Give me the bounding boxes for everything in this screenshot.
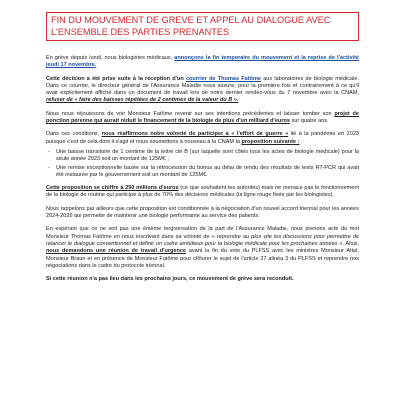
document-body bbox=[46, 55, 359, 289]
list-item: - Une remise exceptionnelle basée sur la rétrocession du bonus au délai de rendu des résultats de tests RT-PCR qui avait été instaurée par le gouvernement soit un montant de 125M€. bbox=[56, 165, 359, 180]
page-title: FIN DU MOUVEMENT DE GREVE ET APPEL AU DIALOGUE AVEC L'ENSEMBLE DES PARTIES PRENANTES bbox=[51, 15, 331, 37]
p3-end: sur quatre ans. bbox=[289, 118, 329, 125]
p5-highlight: Cette proposition se chiffre à 250 millions d'euros bbox=[46, 185, 179, 192]
p2-text: aux laboratoires de biologie médicale. Dans ce courrier, le directeur général de l'Assurance Maladie nous assure, pour la première fois et contrairement à ce qu'il avait explicitement affiché dans un document de travail lors de notre dernier rendez-vous du 7 novembre avec la CNAM, bbox=[46, 75, 360, 97]
p7-text: En espérant que ce ne soit pas une énième tergiversation de la part de l'Assurance Maladie, nous prenons acte du mot Monsieur Thomas Fatôme en nous inscrivant dans sa volonté de « bbox=[46, 226, 359, 240]
p1-highlight: annonçons la fin temporaire du mouvement et la reprise de l'activité jeudi 17 novembre. bbox=[46, 55, 360, 69]
p4-proposal: proposition suivante : bbox=[241, 138, 300, 145]
p5-text: (ce que souhaitent les autorités) mais ne menace pas le fonctionnement de la biologie de routine qui participe à plus de 70% des décisions médicales (la ligne rouge fixée par les biologistes). bbox=[46, 185, 359, 199]
p4-highlight: nous réaffirmons notre volonté de participer à « l'effort de guerre » bbox=[101, 131, 289, 138]
p7-mid: ». Ainsi, bbox=[337, 240, 359, 247]
paragraph-3 bbox=[46, 111, 359, 126]
paragraph-8: Si cette réunion n'a pas lieu dans les prochains jours, ce mouvement de grève sera reconduit. bbox=[46, 276, 294, 283]
paragraph-5 bbox=[46, 185, 359, 200]
p1-text: En grève depuis lundi, nous biologistes médicaux, bbox=[46, 55, 175, 61]
p4-mid: lié à la pandémie en 2023 puisque c'est de cela dont il s'agit et nous soumettons à nouveau à la CNAM la bbox=[46, 131, 359, 145]
p3-text: Nous nous réjouissons de voir Monsieur Fatôme revenir sur ses intentions précédentes et laisser tomber son bbox=[46, 110, 335, 117]
paragraph-6: Nous rappelons par ailleurs que cette proposition est conditionnée à la négociation d'un nouvel accord triennal pour les années 2024-2026 qui permette de maintenir une biologie performante au service des patients. bbox=[46, 205, 359, 220]
p3-highlight: projet de ponction pérenne qui aurait réduit le financement de la biologie de plus d'un milliard d'euros bbox=[46, 110, 359, 125]
p2-lead: Cette décision a été prise suite à la réception d'un bbox=[46, 75, 186, 82]
title-box bbox=[46, 12, 359, 41]
paragraph-2 bbox=[46, 76, 359, 105]
p7-highlight: nous demandons une réunion de travail d'urgence bbox=[46, 248, 187, 255]
proposal-list bbox=[46, 149, 359, 179]
list-item: - Une baisse transitoire de 1 centime de la lettre clé B (sur laquelle sont côtés tous les actes de biologie médicale) pour la seule année 2023 soit un montant de 125M€ ; bbox=[56, 149, 359, 164]
p2-courrier: courrier de Thomas Fatôme bbox=[185, 75, 261, 82]
paragraph-7 bbox=[46, 226, 359, 270]
p2-quote: refuser de « faire des baisses répétées de 2 centimes de la valeur du B ». bbox=[46, 97, 239, 104]
p7-quote: reprendre au plus vite les discussions pour permettre de relancer le dialogue conventionnel et définir un cadre ambitieux pour la biologie médicale pour les prochaines années bbox=[46, 233, 359, 247]
p7-end: avant la fin du vote du PLFSS avec les ministres Monsieur Attal, Monsieur Braun et en présence de Monsieur Fatôme pour clôturer le sujet de l'article 27 alinéa 3 du PLFSS et reprendre nos négociations dans le cadre du protocole triennal. bbox=[46, 248, 359, 269]
p4-text: Dans ces conditions, bbox=[46, 131, 102, 138]
paragraph-1 bbox=[46, 55, 359, 70]
paragraph-4 bbox=[46, 131, 359, 146]
